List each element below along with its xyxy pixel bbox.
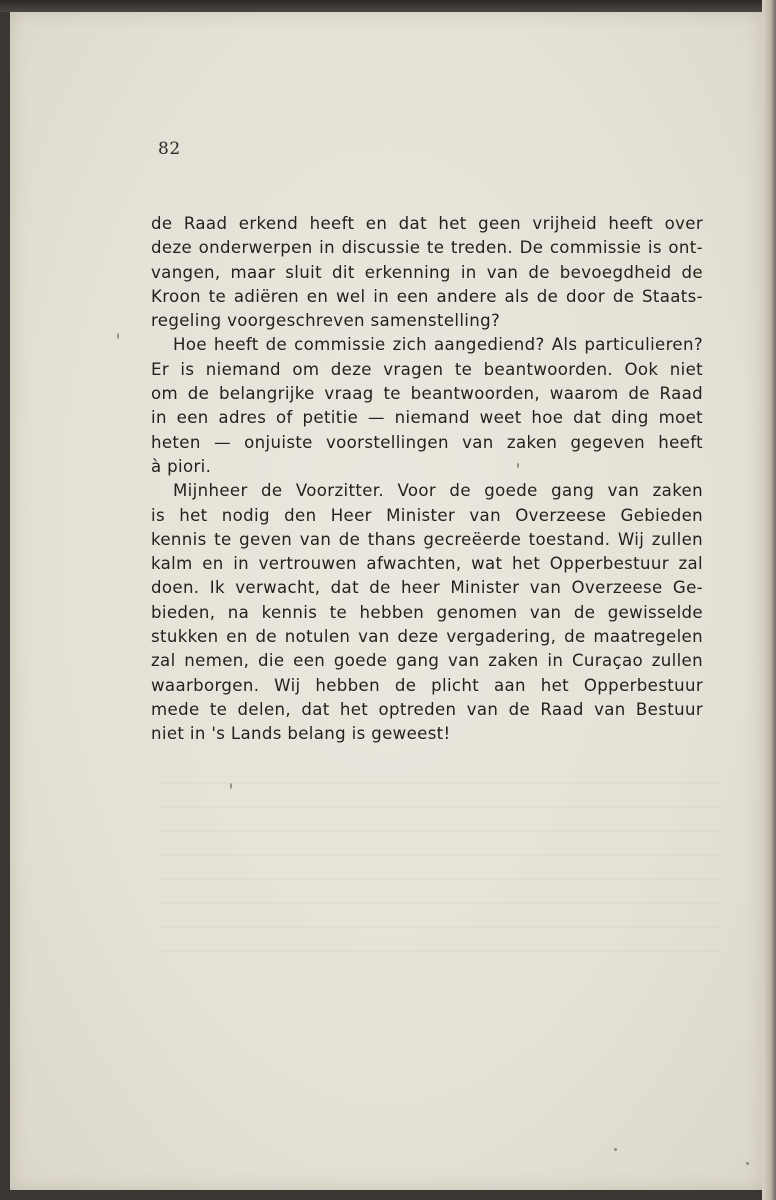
text-line: de Raad erkend heeft en dat het geen vrijheid heeft over [151,214,703,233]
text-line: heten — onjuiste voorstellingen van zaken gegeven heeft [151,432,703,452]
scan-speck [614,1148,617,1151]
text-line: niet in 's Lands belang is geweest! [151,724,451,744]
text-line: regeling voorgeschreven samenstelling? [151,311,501,331]
text-line: stukken en de notulen van deze vergadering, de maatregelen [151,627,703,647]
body-text [151,212,703,747]
text-line: in een adres of petitie — niemand weet hoe dat ding moet [151,408,703,428]
text-line: deze onderwerpen in discussie te treden. De commissie is ont- [151,238,703,258]
page-fore-edge [762,0,776,1200]
page-number: 82 [158,139,181,159]
scan-speck [230,783,232,789]
scan-speck [746,1162,749,1165]
text-line: kennis te geven van de thans gecreëerde toestand. Wij zullen [151,529,703,549]
text-line: Mijnheer de Voorzitter. Voor de goede gang van zaken [173,481,703,501]
text-line: Er is niemand om deze vragen te beantwoorden. Ook niet [151,359,703,379]
paragraph-3 [151,479,703,746]
text-line: zal nemen, die een goede gang van zaken in Curaçao zullen [151,651,703,671]
text-line: à piori. [151,456,212,476]
paragraph-1 [151,212,703,333]
bleed-through-shadow [160,782,720,962]
scan-speck [117,333,119,339]
text-line: bieden, na kennis te hebben genomen van de gewisselde [151,602,703,622]
text-line: is het nodig den Heer Minister van Overzeese Gebieden [151,505,703,525]
text-line: waarborgen. Wij hebben de plicht aan het Opperbestuur [151,675,703,695]
text-line: kalm en in vertrouwen afwachten, wat het Opperbestuur zal [151,554,703,574]
paragraph-2 [151,333,703,479]
text-line: Hoe heeft de commissie zich aangediend? Als particulieren? [173,335,703,355]
text-line: vangen, maar sluit dit erkenning in van de bevoegdheid de [151,262,703,282]
text-line: mede te delen, dat het optreden van de Raad van Bestuur [151,699,703,719]
text-line: om de belangrijke vraag te beantwoorden, waarom de Raad [151,384,703,404]
text-line: doen. Ik verwacht, dat de heer Minister van Overzeese Ge- [151,578,703,598]
scan-top-edge [0,0,776,12]
text-line: Kroon te adiëren en wel in een andere als de door de Staats- [151,286,703,306]
scan-speck [517,463,519,468]
